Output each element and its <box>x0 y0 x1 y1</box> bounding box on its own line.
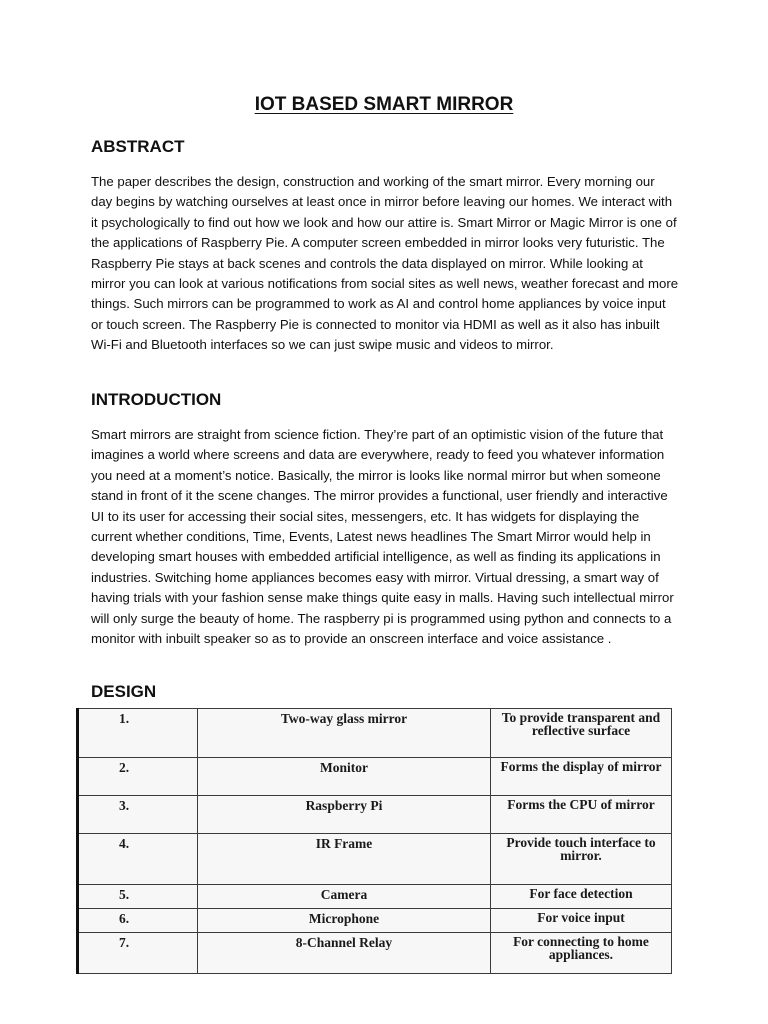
table-row <box>77 933 672 974</box>
table-row <box>77 834 672 885</box>
design-heading: DESIGN <box>91 682 157 701</box>
table-row <box>77 709 672 758</box>
row-number: 6. <box>77 909 198 933</box>
introduction-heading: INTRODUCTION <box>91 390 222 409</box>
table-row <box>77 909 672 933</box>
design-table-image <box>76 708 672 974</box>
table-left-edge <box>76 708 79 974</box>
component-purpose: For voice input <box>491 909 672 933</box>
row-number: 5. <box>77 884 198 908</box>
component-purpose: Forms the display of mirror <box>491 757 672 795</box>
row-number: 3. <box>77 795 198 833</box>
abstract-heading: ABSTRACT <box>91 137 185 156</box>
component-purpose: To provide transparent and reflective surface <box>491 709 672 758</box>
page-title: IOT BASED SMART MIRROR <box>254 94 514 115</box>
component-name: Raspberry Pi <box>198 795 491 833</box>
row-number: 1. <box>77 709 198 758</box>
component-purpose: For face detection <box>491 884 672 908</box>
component-name: 8-Channel Relay <box>198 933 491 974</box>
row-number: 4. <box>77 834 198 885</box>
component-name: Microphone <box>198 909 491 933</box>
abstract-paragraph: The paper describes the design, construction and working of the smart mirror. Every morning our day begins by watching ourselves at least once in mirror before leaving our homes. We interact with it psychologically to find out how we look and how our attire is. Smart Mirror or Magic Mirror is one of the applications of Raspberry Pie. A computer screen embedded in mirror looks very futuristic. The Raspberry Pie stays at back scenes and controls the data displayed on mirror. While looking at mirror you can look at various notifications from social sites as well news, weather forecast and more things. Such mirrors can be programmed to work as AI and control home appliances by voice input or touch screen. The Raspberry Pie is connected to monitor via HDMI as well as it also has inbuilt Wi-Fi and Bluetooth interfaces so we can just swipe music and videos to mirror. <box>91 174 679 353</box>
component-name: Camera <box>198 884 491 908</box>
component-name: Two-way glass mirror <box>198 709 491 758</box>
component-purpose: Provide touch interface to mirror. <box>491 834 672 885</box>
component-name: IR Frame <box>198 834 491 885</box>
design-table <box>76 708 672 974</box>
component-name: Monitor <box>198 757 491 795</box>
row-number: 2. <box>77 757 198 795</box>
introduction-paragraph: Smart mirrors are straight from science fiction. They’re part of an optimistic vision of the future that imagines a world where screens and data are everywhere, ready to feed you whatever information you need at a moment’s notice. Basically, the mirror is looks like normal mirror but when someone stand in front of it the scene changes. The mirror provides a functional, user friendly and interactive UI to its user for accessing their social sites, messengers, etc. It has widgets for displaying the current whether conditions, Time, Events, Latest news headlines The Smart Mirror would help in developing smart houses with embedded artificial intelligence, as well as finding its applications in industries. Switching home appliances becomes easy with mirror. Virtual dressing, a smart way of having trials with your fashion sense make things quite easy in malls. Having such intellectual mirror will only surge the beauty of home. The raspberry pi is programmed using python and connects to a monitor with inbuilt speaker so as to provide an onscreen interface and voice assistance . <box>91 427 674 647</box>
row-number: 7. <box>77 933 198 974</box>
table-row <box>77 884 672 908</box>
table-row <box>77 757 672 795</box>
component-purpose: For connecting to home appliances. <box>491 933 672 974</box>
component-purpose: Forms the CPU of mirror <box>491 795 672 833</box>
table-row <box>77 795 672 833</box>
